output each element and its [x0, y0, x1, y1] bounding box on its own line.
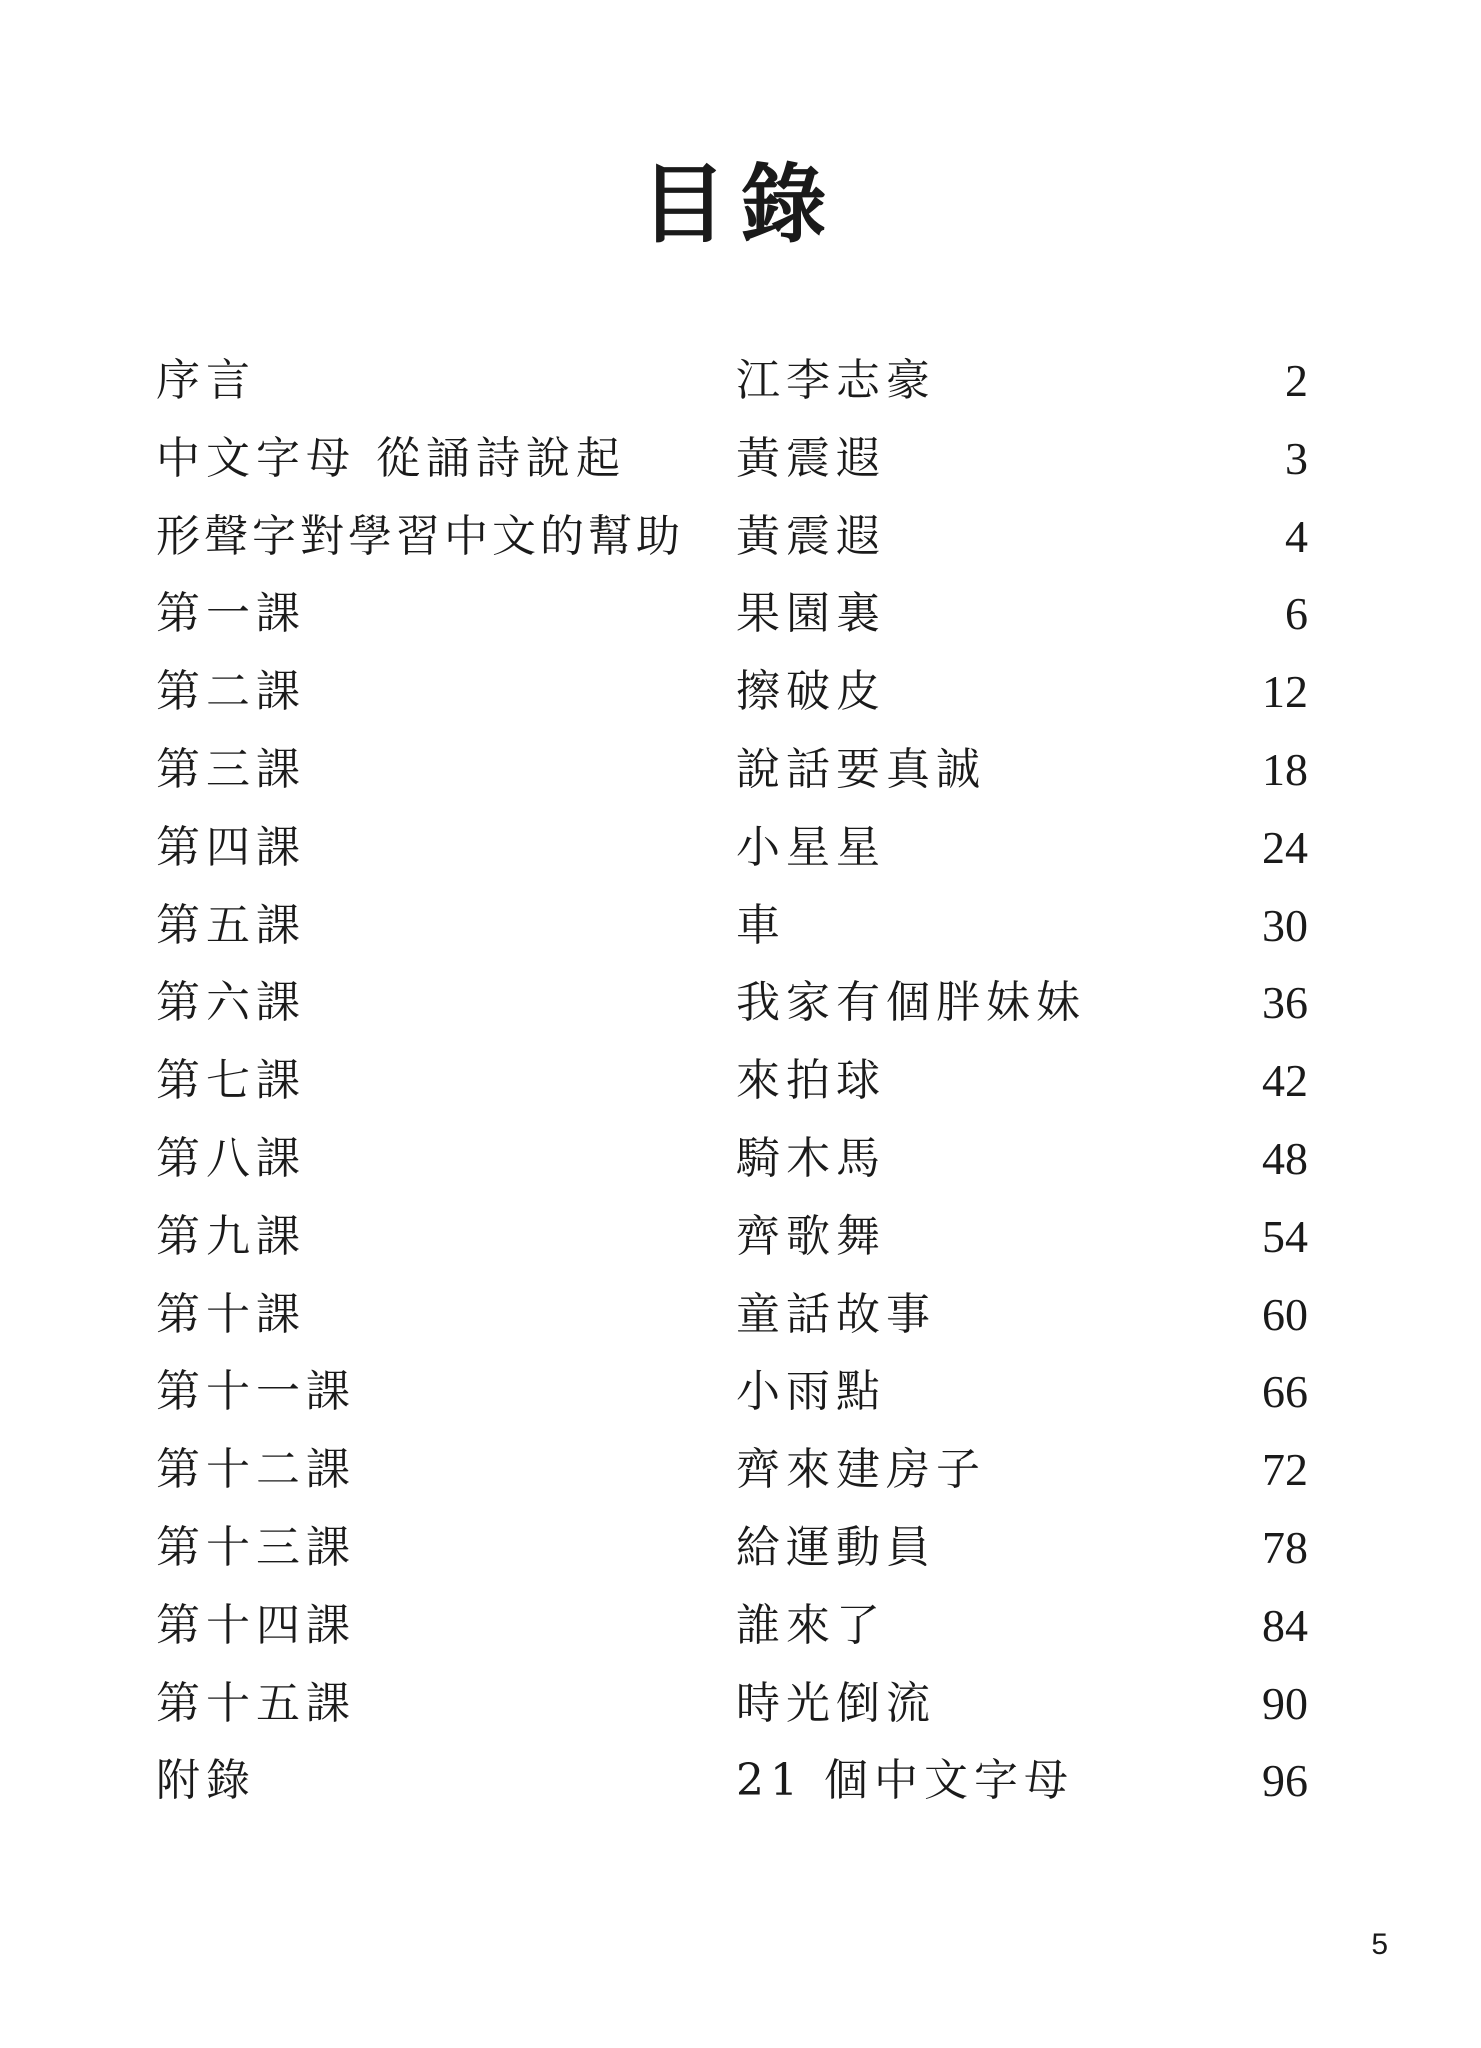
toc-page: 18	[1262, 743, 1308, 795]
toc-entry[interactable]	[156, 1042, 1316, 1120]
toc-title: 來拍球	[736, 1055, 886, 1107]
toc-entry[interactable]	[156, 964, 1316, 1042]
toc-entry[interactable]	[156, 1509, 1316, 1587]
toc-section: 第十五課	[156, 1677, 356, 1729]
toc-title: 黃震遐	[736, 510, 886, 562]
toc-section: 第七課	[156, 1055, 306, 1107]
toc-entry[interactable]	[156, 887, 1316, 965]
toc-page: 66	[1262, 1366, 1308, 1418]
toc-entry[interactable]	[156, 342, 1316, 420]
toc-page: 96	[1262, 1755, 1308, 1807]
toc-section: 第六課	[156, 977, 306, 1029]
toc-page: 60	[1262, 1288, 1308, 1340]
toc-title: 21 個中文字母	[736, 1755, 1074, 1807]
toc-entry[interactable]	[156, 575, 1316, 653]
toc-page: 42	[1262, 1055, 1308, 1107]
toc-title: 小星星	[736, 821, 886, 873]
toc-section: 第十課	[156, 1288, 306, 1340]
toc-section: 形聲字對學習中文的幫助	[156, 510, 684, 562]
toc-page: 2	[1285, 355, 1308, 406]
page-title: 目錄	[640, 154, 841, 255]
toc-page: 4	[1285, 510, 1308, 562]
toc-page: 78	[1262, 1521, 1308, 1573]
toc-page: 48	[1262, 1132, 1308, 1184]
toc-title: 童話故事	[736, 1288, 936, 1340]
toc-entry[interactable]	[156, 1431, 1316, 1509]
toc-page: 30	[1262, 899, 1308, 951]
toc-section: 中文字母 從誦詩說起	[156, 432, 626, 484]
toc-page: 24	[1262, 821, 1308, 873]
toc-section: 附錄	[156, 1755, 256, 1807]
toc-entry[interactable]	[156, 1353, 1316, 1431]
toc-entry[interactable]	[156, 420, 1316, 498]
toc-title: 車	[736, 899, 786, 951]
toc-section: 第九課	[156, 1210, 306, 1262]
toc-entry[interactable]	[156, 731, 1316, 809]
toc-title: 齊來建房子	[736, 1444, 986, 1496]
toc-section: 第十二課	[156, 1444, 356, 1496]
toc-entry[interactable]	[156, 1587, 1316, 1665]
toc-entry[interactable]	[156, 809, 1316, 887]
toc-title: 騎木馬	[736, 1132, 886, 1184]
toc-page: 3	[1285, 432, 1308, 484]
toc-entry[interactable]	[156, 1276, 1316, 1354]
toc-title: 齊歌舞	[736, 1210, 886, 1262]
toc-entry[interactable]	[156, 1120, 1316, 1198]
toc-page: 36	[1262, 977, 1308, 1029]
toc-section: 第十一課	[156, 1366, 356, 1418]
toc-page: 72	[1262, 1444, 1308, 1496]
toc-title: 說話要真誠	[736, 743, 986, 795]
toc-section: 序言	[156, 355, 256, 406]
toc-page: 6	[1285, 588, 1308, 640]
toc-title: 誰來了	[736, 1599, 886, 1651]
toc-title: 黃震遐	[736, 432, 886, 484]
toc-page: 12	[1262, 666, 1308, 718]
toc-title: 果園裏	[736, 588, 886, 640]
toc-title: 我家有個胖妹妹	[736, 977, 1086, 1029]
toc-section: 第四課	[156, 821, 306, 873]
toc-entry[interactable]	[156, 653, 1316, 731]
toc-title: 時光倒流	[736, 1677, 936, 1729]
toc-section: 第十三課	[156, 1521, 356, 1573]
toc-page: 90	[1262, 1677, 1308, 1729]
toc-title: 江李志豪	[736, 355, 936, 406]
toc-page: 84	[1262, 1599, 1308, 1651]
toc-entry[interactable]	[156, 1198, 1316, 1276]
toc-page: 54	[1262, 1210, 1308, 1262]
toc-section: 第五課	[156, 899, 306, 951]
toc-section: 第三課	[156, 743, 306, 795]
table-of-contents	[156, 342, 1316, 1820]
toc-section: 第一課	[156, 588, 306, 640]
toc-section: 第八課	[156, 1132, 306, 1184]
toc-entry[interactable]	[156, 1742, 1316, 1820]
toc-section: 第二課	[156, 666, 306, 718]
page-number: 5	[1371, 1928, 1388, 1961]
toc-title: 給運動員	[736, 1521, 936, 1573]
toc-title: 小雨點	[736, 1366, 886, 1418]
toc-entry[interactable]	[156, 1665, 1316, 1743]
toc-title: 擦破皮	[736, 666, 886, 718]
toc-entry[interactable]	[156, 498, 1316, 576]
toc-section: 第十四課	[156, 1599, 356, 1651]
